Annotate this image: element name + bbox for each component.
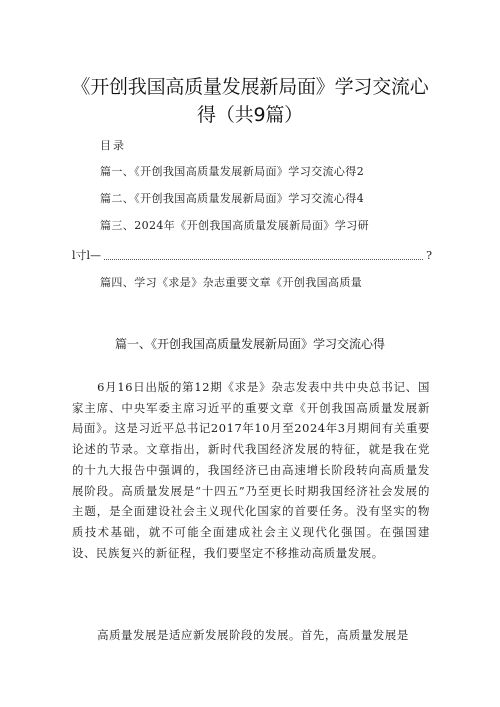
body-paragraph-2: 高质量发展是适应新发展阶段的发展。首先，高质量发展是 xyxy=(97,628,409,642)
toc-item-3-continuation[interactable] xyxy=(72,247,432,263)
toc-item-4[interactable]: 篇四、学习《求是》杂志重要文章《开创我国高质量 xyxy=(100,276,363,289)
toc-item-3[interactable]: 篇三、2024年《开创我国高质量发展新局面》学习研 xyxy=(100,219,369,232)
toc-item-2[interactable]: 篇二、《开创我国高质量发展新局面》学习交流心得4 xyxy=(100,192,365,205)
toc-heading: 目录 xyxy=(100,139,126,152)
toc-dot-leader xyxy=(104,251,423,260)
document-title: 《开创我国高质量发展新局面》学习交流心得（共9篇） xyxy=(71,76,429,126)
toc-item-1[interactable]: 篇一、《开创我国高质量发展新局面》学习交流心得2 xyxy=(100,165,365,178)
section-title: 篇一、《开创我国高质量发展新局面》学习交流心得 xyxy=(114,337,385,351)
toc-item-3-continuation-start: l寸l— xyxy=(72,249,102,262)
body-paragraph-1: 6月16日出版的第12期《求是》杂志发表中共中央总书记、国家主席、中央军委主席习近平的重要文章《开创我国高质量发展新局面》。这是习近平总书记2017年10月至2024年3月期间有关重要论述的节录。文章指出，新时代我国经济发展的特征，就是我在党的十九大报告中强调的，我国经济已由高速增长阶段转向高质量发展阶段。高质量发展是“十四五”乃至更长时期我国经济社会发展的主题，是全面建设社会主义现代化国家的首要任务。没有坚实的物质技术基础，就不可能全面建成社会主义现代化强国。在强国建设、民族复兴的新征程，我们要坚定不移推动高质量发展。 xyxy=(72,380,430,560)
toc-item-3-continuation-end: ? xyxy=(426,248,432,262)
